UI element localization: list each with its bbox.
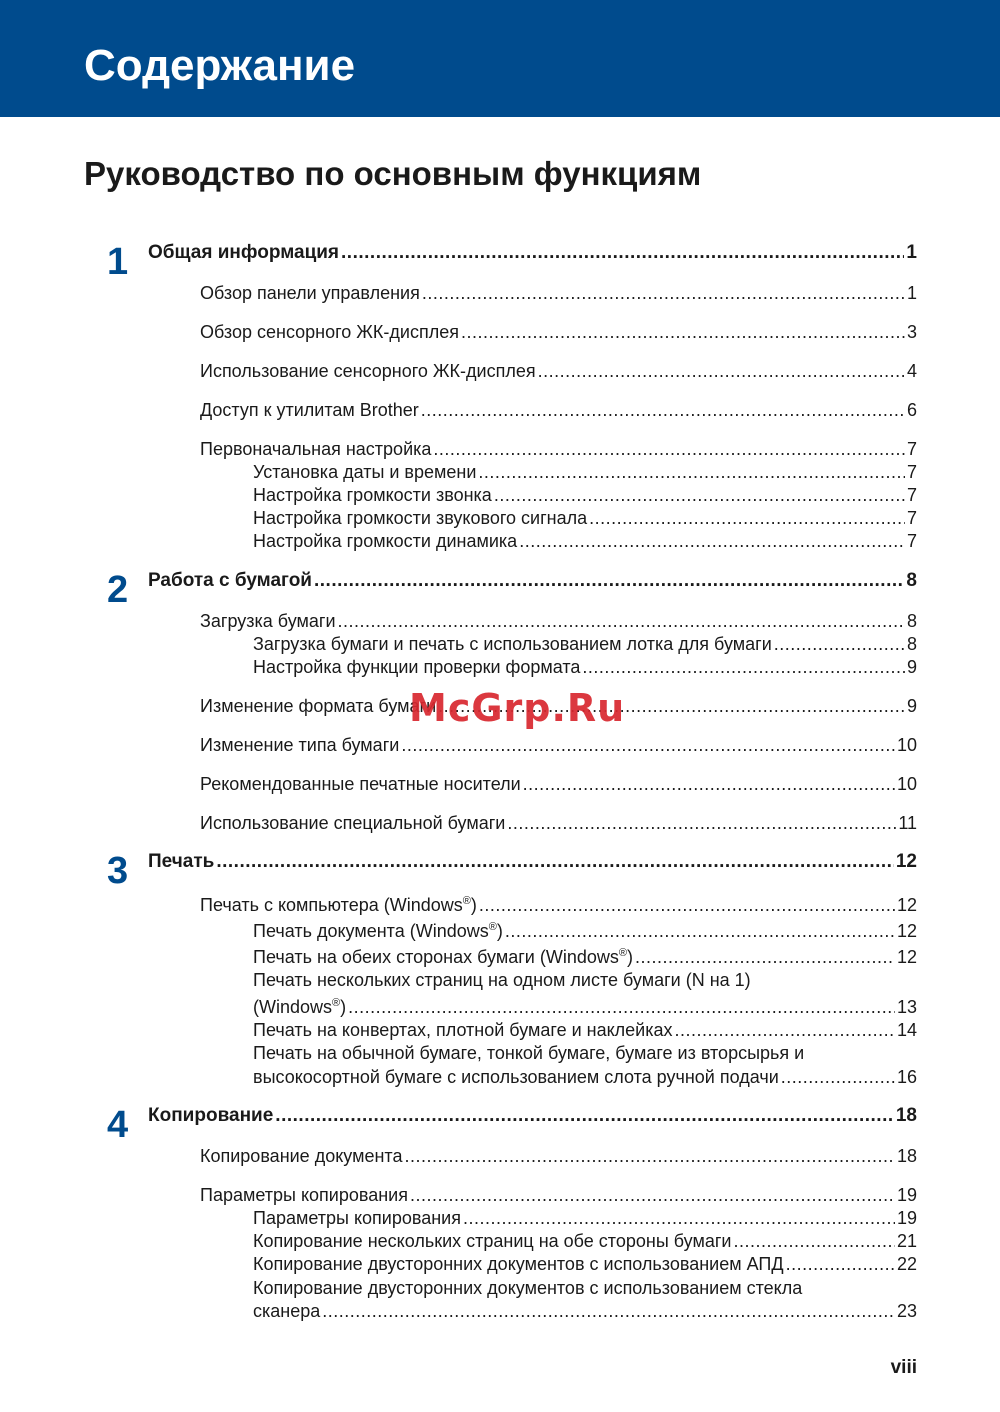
page-number: viii — [890, 1357, 917, 1378]
toc-page: 7 — [906, 531, 917, 551]
toc-page: 19 — [896, 1185, 917, 1205]
toc-chapter-3[interactable] — [148, 850, 917, 874]
toc-title: сканера — [253, 1301, 321, 1321]
leader-dots — [341, 241, 904, 265]
page-title: Содержание — [84, 41, 356, 90]
leader-dots — [505, 919, 895, 943]
toc-page: 13 — [896, 997, 917, 1017]
toc-page: 23 — [896, 1301, 917, 1321]
toc-title: Обзор сенсорного ЖК-дисплея — [200, 322, 459, 342]
toc-subentry[interactable] — [253, 1018, 917, 1042]
registered-mark: ® — [462, 895, 471, 907]
leader-dots — [523, 772, 895, 796]
toc-subentry[interactable] — [253, 1299, 917, 1323]
toc-title: Первоначальная настройка — [200, 439, 432, 459]
leader-dots — [589, 506, 905, 530]
toc-title: Печать документа (Windows®) — [253, 921, 503, 941]
toc-entry[interactable] — [200, 811, 917, 835]
toc-title: Копирование — [148, 1105, 274, 1126]
toc-title: Загрузка бумаги — [200, 611, 336, 631]
leader-dots — [314, 569, 904, 593]
toc-title: Печать — [148, 851, 215, 872]
toc-title: Работа с бумагой — [148, 570, 312, 591]
toc-title: Копирование двусторонних документов с использованием АПД — [253, 1254, 784, 1274]
leader-dots — [507, 811, 896, 835]
toc-page: 8 — [906, 634, 917, 654]
toc-page: 7 — [906, 462, 917, 482]
leader-dots — [479, 893, 895, 917]
toc-page: 12 — [896, 921, 917, 941]
leader-dots — [348, 995, 895, 1019]
toc-title: Использование специальной бумаги — [200, 813, 506, 833]
toc-page: 4 — [906, 361, 917, 381]
toc-entry[interactable] — [200, 1183, 917, 1207]
leader-dots — [216, 850, 894, 874]
chapter-2-number: 2 — [107, 569, 129, 611]
toc-subentry-line1[interactable]: Печать нескольких страниц на одном листе бумаги (N на 1) — [253, 970, 751, 990]
leader-dots — [433, 437, 905, 461]
toc-title: Копирование документа — [200, 1146, 403, 1166]
toc-subentry[interactable] — [253, 919, 917, 943]
toc-title: Установка даты и времени — [253, 462, 477, 482]
toc-page: 10 — [896, 774, 917, 794]
toc-title: Загрузка бумаги и печать с использованием лотка для бумаги — [253, 634, 772, 654]
toc-page: 3 — [906, 322, 917, 342]
guide-subtitle: Руководство по основным функциям — [84, 155, 702, 192]
leader-dots — [494, 483, 905, 507]
toc-title: Доступ к утилитам Brother — [200, 400, 419, 420]
toc-page: 10 — [896, 735, 917, 755]
toc-title: Параметры копирования — [200, 1185, 408, 1205]
leader-dots — [422, 281, 905, 305]
toc-title: Изменение формата бумаги — [200, 696, 437, 716]
toc-page: 12 — [895, 851, 917, 872]
leader-dots — [421, 398, 905, 422]
toc-chapter-2[interactable] — [148, 569, 917, 593]
registered-mark: ® — [618, 947, 627, 959]
leader-dots — [635, 945, 895, 969]
toc-subentry[interactable] — [253, 945, 917, 969]
toc-page: 12 — [896, 947, 917, 967]
toc-subentry[interactable] — [253, 995, 917, 1019]
toc-subentry[interactable] — [253, 1229, 917, 1253]
leader-dots — [774, 632, 905, 656]
toc-entry[interactable] — [200, 733, 917, 757]
toc-title: Копирование нескольких страниц на обе стороны бумаги — [253, 1231, 732, 1251]
leader-dots — [582, 655, 905, 679]
leader-dots — [410, 1183, 895, 1207]
toc-page: 1 — [906, 283, 917, 303]
toc-entry[interactable] — [200, 281, 917, 305]
toc-title: Изменение типа бумаги — [200, 735, 400, 755]
toc-entry[interactable] — [200, 609, 917, 633]
toc-chapter-4[interactable] — [148, 1104, 917, 1128]
toc-entry[interactable] — [200, 320, 917, 344]
leader-dots — [519, 529, 905, 553]
toc-page: 8 — [906, 570, 917, 591]
toc-subentry[interactable] — [253, 1206, 917, 1230]
toc-title: Рекомендованные печатные носители — [200, 774, 521, 794]
leader-dots — [461, 320, 905, 344]
leader-dots — [338, 609, 905, 633]
toc-page: 6 — [906, 400, 917, 420]
leader-dots — [322, 1299, 895, 1323]
toc-title: Настройка громкости звукового сигнала — [253, 508, 588, 528]
toc-title: Печать на конвертах, плотной бумаге и наклейках — [253, 1020, 673, 1040]
toc-page: 8 — [906, 611, 917, 631]
toc-subentry-line1[interactable]: Печать на обычной бумаге, тонкой бумаге, бумаге из вторсырья и — [253, 1043, 805, 1063]
toc-page: 14 — [896, 1020, 917, 1040]
toc-title: высокосортной бумаге с использованием слота ручной подачи — [253, 1067, 779, 1087]
toc-subentry[interactable] — [253, 529, 917, 553]
toc-entry[interactable] — [200, 772, 917, 796]
watermark: McGrp.Ru — [409, 686, 626, 730]
toc-title: Настройка громкости звонка — [253, 485, 492, 505]
toc-page: 12 — [896, 895, 917, 915]
toc-subentry[interactable] — [253, 655, 917, 679]
leader-dots — [786, 1252, 895, 1276]
toc-title: Настройка громкости динамика — [253, 531, 518, 551]
toc-page: 7 — [906, 485, 917, 505]
leader-dots — [401, 733, 895, 757]
toc-title: (Windows®) — [253, 997, 347, 1017]
toc-page: 9 — [906, 696, 917, 716]
toc-title: Печать с компьютера (Windows®) — [200, 895, 477, 915]
toc-entry[interactable] — [200, 437, 917, 461]
chapter-1-number: 1 — [107, 241, 129, 283]
toc-entry[interactable] — [200, 1144, 917, 1168]
toc-subentry[interactable] — [253, 1065, 917, 1089]
header-banner — [0, 0, 1000, 117]
toc-page: 7 — [906, 508, 917, 528]
toc-subentry-line1[interactable]: Копирование двусторонних документов с использованием стекла — [253, 1278, 803, 1298]
toc-page: 16 — [896, 1067, 917, 1087]
leader-dots — [404, 1144, 895, 1168]
toc-page: 11 — [898, 813, 917, 833]
toc-page: 7 — [906, 439, 917, 459]
leader-dots — [478, 460, 905, 484]
leader-dots — [463, 1206, 895, 1230]
chapter-4-number: 4 — [107, 1104, 129, 1146]
leader-dots — [275, 1104, 894, 1128]
toc-title: Обзор панели управления — [200, 283, 420, 303]
toc-subentry[interactable] — [253, 632, 917, 656]
toc-subentry[interactable] — [253, 1252, 917, 1276]
toc-entry[interactable] — [200, 359, 917, 383]
toc-title: Общая информация — [148, 242, 340, 263]
toc-subentry[interactable] — [253, 460, 917, 484]
leader-dots — [781, 1065, 895, 1089]
toc-page: 22 — [896, 1254, 917, 1274]
toc-subentry[interactable] — [253, 506, 917, 530]
toc-page: 9 — [906, 657, 917, 677]
leader-dots — [538, 359, 905, 383]
registered-mark: ® — [332, 997, 341, 1009]
toc-title: Настройка функции проверки формата — [253, 657, 581, 677]
toc-entry[interactable] — [200, 893, 917, 917]
toc-page: 19 — [896, 1208, 917, 1228]
toc-chapter-1[interactable] — [148, 241, 917, 265]
toc-subentry[interactable] — [253, 483, 917, 507]
toc-title: Использование сенсорного ЖК-дисплея — [200, 361, 536, 381]
toc-title: Параметры копирования — [253, 1208, 461, 1228]
toc-page: 18 — [896, 1146, 917, 1166]
toc-page: 18 — [895, 1105, 917, 1126]
registered-mark: ® — [488, 921, 497, 933]
chapter-3-number: 3 — [107, 850, 129, 892]
toc-page: 1 — [906, 242, 917, 263]
toc-title: Печать на обеих сторонах бумаги (Windows®) — [253, 947, 633, 967]
toc-page: 21 — [896, 1231, 917, 1251]
leader-dots — [675, 1018, 895, 1042]
toc-entry[interactable] — [200, 398, 917, 422]
leader-dots — [733, 1229, 894, 1253]
